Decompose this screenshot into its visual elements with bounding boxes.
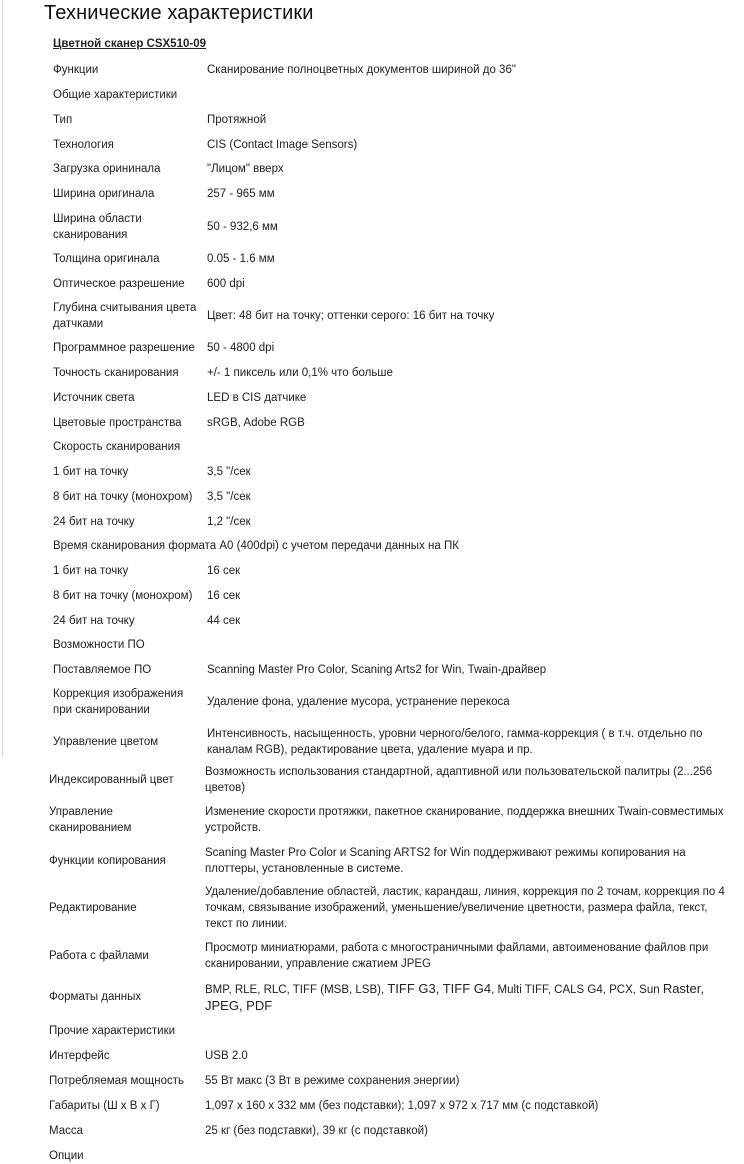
- spec-value: sRGB, Adobe RGB: [207, 417, 305, 429]
- section-label: Скорость сканирования: [53, 441, 181, 453]
- spec-label: Интерфейс: [49, 1050, 110, 1062]
- spec-value: 257 - 965 мм: [207, 188, 275, 200]
- spec-label: Загрузка орининала: [53, 163, 161, 175]
- section-label: Опции: [49, 1150, 84, 1162]
- spec-label: Габариты (Ш х В х Г): [49, 1100, 160, 1112]
- section-label: Общие характеристики: [53, 89, 178, 101]
- spec-label: Индексированный цвет: [49, 774, 174, 786]
- spec-value: 16 сек: [207, 565, 241, 577]
- spec-label: 24 бит на точку: [53, 516, 135, 528]
- spec-label: 1 бит на точку: [53, 466, 129, 478]
- spec-value: Интенсивность, насыщенность, уровни черного/белого, гамма-коррекция ( в т.ч. отдельно по каналам RGB), редактирование цвета, удаление муара и пр.: [207, 728, 703, 756]
- spec-value: Удаление фона, удаление мусора, устранение перекоса: [207, 696, 510, 708]
- spec-label: Управление цветом: [53, 736, 159, 748]
- spec-value: 1,2 "/сек: [207, 516, 251, 528]
- spec-label: Цветовые пространства: [53, 417, 182, 429]
- spec-value: 600 dpi: [207, 278, 245, 290]
- section-label: Возможности ПО: [53, 639, 145, 651]
- spec-value: Сканирование полноцветных документов шириной до 36": [207, 64, 516, 76]
- spec-label: Ширина оригинала: [53, 188, 155, 200]
- spec-value: 44 сек: [207, 615, 241, 627]
- spec-value: 3,5 "/сек: [207, 491, 251, 503]
- product-title: Цветной сканер CSX510-09: [53, 38, 206, 50]
- spec-value: LED в CIS датчике: [207, 392, 307, 404]
- spec-value: Просмотр миниатюрами, работа с многостраничными файлами, автоименование файлов при сканировании, управление сжатием JPEG: [205, 942, 709, 970]
- spec-value: Изменение скорости протяжки, пакетное сканирование, поддержка внешних Twain-совместимых устройств.: [205, 806, 724, 834]
- spec-label: Масса: [49, 1125, 84, 1137]
- spec-label: 8 бит на точку (монохром): [53, 590, 193, 602]
- spec-value: 3,5 "/сек: [207, 466, 251, 478]
- spec-label: Технология: [53, 139, 114, 151]
- spec-value: 16 сек: [207, 590, 241, 602]
- formats-part-3: , Multi TIFF, CALS G4, PCX, Sun: [491, 984, 663, 996]
- spec-label: Ширина области сканирования: [53, 213, 142, 241]
- spec-label: Глубина считывания цвета датчками: [53, 302, 197, 330]
- spec-value: Scaning Master Pro Color и Scaning ARTS2 for Win поддерживают режимы копирования на плоттеры, установленные в системе.: [205, 847, 686, 875]
- page-title: Технические характеристики: [44, 2, 314, 24]
- spec-value: [205, 981, 725, 1015]
- spec-label: Поставляемое ПО: [53, 664, 152, 676]
- spec-label: Толщина оригинала: [53, 253, 160, 265]
- spec-value: 25 кг (без подставки), 39 кг (с подставкой): [205, 1125, 428, 1137]
- spec-label: Функции: [53, 64, 99, 76]
- spec-label: Оптическое разрешение: [53, 278, 185, 290]
- formats-part-4: Raster, JPEG, PDF: [205, 981, 704, 1013]
- spec-label: 24 бит на точку: [53, 615, 135, 627]
- spec-value: 55 Вт макс (3 Вт в режиме сохранения энергии): [205, 1075, 460, 1087]
- spec-value: Цвет: 48 бит на точку; оттенки серого: 16 бит на точку: [207, 310, 495, 322]
- spec-value: 0.05 - 1.6 мм: [207, 253, 275, 265]
- spec-value: CIS (Contact Image Sensors): [207, 139, 358, 151]
- spec-label: Функции копирования: [49, 855, 166, 867]
- formats-part-1: BMP, RLE, RLC, TIFF (MSB, LSB),: [205, 984, 388, 996]
- spec-label: Управление сканированием: [49, 806, 132, 834]
- spec-label: Программное разрешение: [53, 342, 195, 354]
- spec-label: Тип: [53, 114, 73, 126]
- spec-label: Форматы данных: [49, 991, 142, 1003]
- formats-part-2: TIFF G3, TIFF G4: [387, 981, 492, 996]
- spec-label: 8 бит на точку (монохром): [53, 491, 193, 503]
- spec-label: 1 бит на точку: [53, 565, 129, 577]
- spec-value: Возможность использования стандартной, адаптивной или пользовательской палитры (2...256 цветов): [205, 766, 713, 794]
- spec-value: "Лицом" вверх: [207, 163, 284, 175]
- spec-label: Источник света: [53, 392, 135, 404]
- section-label: Время сканирования формата A0 (400dpi) с учетом передачи данных на ПК: [53, 540, 459, 552]
- spec-value: Удаление/добавление областей, ластик, карандаш, линия, коррекция по 2 точам, коррекция по 4 точкам, связывание изображений, уменьшение/увеличение цветности, размера файла, текст, текст по линии.: [205, 886, 725, 930]
- spec-value: 50 - 4800 dpi: [207, 342, 275, 354]
- spec-value: Протяжной: [207, 114, 267, 126]
- spec-label: Работа с файлами: [49, 950, 149, 962]
- spec-value: USB 2.0: [205, 1050, 248, 1062]
- spec-value: 1,097 х 160 х 332 мм (без подставки); 1,097 х 972 х 717 мм (с подставкой): [205, 1100, 599, 1112]
- section-label: Прочие характеристики: [49, 1025, 176, 1037]
- spec-label: Точность сканирования: [53, 367, 179, 379]
- spec-value: 50 - 932,6 мм: [207, 221, 278, 233]
- spec-label: Редактирование: [49, 902, 137, 914]
- spec-value: +/- 1 пиксель или 0,1% что больше: [207, 367, 393, 379]
- spec-value: Scanning Master Pro Color, Scaning Arts2 for Win, Twain-драйвер: [207, 664, 547, 676]
- left-border-rule: [2, 0, 3, 757]
- spec-label: Коррекция изображения при сканировании: [53, 688, 184, 716]
- spec-label: Потребляемая мощность: [49, 1075, 184, 1087]
